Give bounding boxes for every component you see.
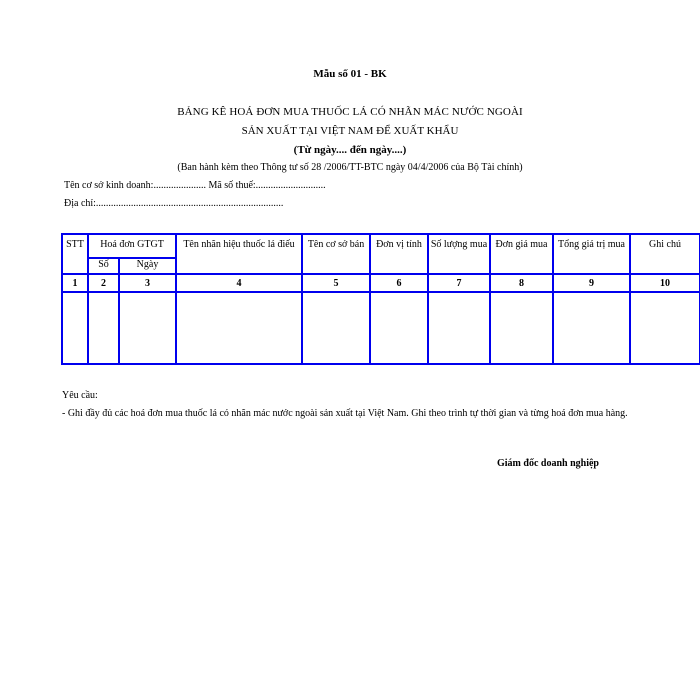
table-header-row	[62, 234, 700, 258]
header-invoice-group: Hoá đơn GTGT	[88, 234, 176, 258]
empty-data-row	[62, 292, 700, 364]
header-brand-name: Tên nhãn hiệu thuốc lá điếu	[176, 234, 302, 274]
column-number: 7	[428, 274, 490, 292]
column-number: 3	[119, 274, 176, 292]
empty-cell	[370, 292, 428, 364]
signer-title: Giám đốc doanh nghiệp	[497, 458, 599, 469]
column-number: 5	[302, 274, 370, 292]
document-title-line-2: SẢN XUẤT TẠI VIỆT NAM ĐỂ XUẤT KHẨU	[241, 125, 459, 137]
empty-cell	[302, 292, 370, 364]
header-invoice-number: Số	[88, 258, 119, 274]
empty-cell	[490, 292, 553, 364]
address-line: Địa chỉ:...........................................................................	[64, 198, 284, 209]
empty-cell	[176, 292, 302, 364]
document-title-line-1: BẢNG KÊ HOÁ ĐƠN MUA THUỐC LÁ CÓ NHÃN MÁC NƯỚC NGOÀI	[177, 106, 523, 118]
column-number: 10	[630, 274, 700, 292]
header-note: Ghi chú	[630, 234, 700, 274]
empty-cell	[88, 292, 119, 364]
column-number: 1	[62, 274, 88, 292]
header-quantity: Số lượng mua	[428, 234, 490, 274]
header-seller-name: Tên cơ sở bán	[302, 234, 370, 274]
column-number-row	[62, 274, 700, 292]
form-code: Mẫu số 01 - BK	[313, 68, 387, 80]
requirements-text: - Ghi đầy đủ các hoá đơn mua thuốc lá có nhãn mác nước ngoài sản xuất tại Việt Nam. Ghi theo trình tự thời gian và từng hoá đơn mua hàng.	[62, 408, 628, 419]
invoice-ledger-table	[61, 233, 700, 365]
header-unit-price: Đơn giá mua	[490, 234, 553, 274]
date-range: (Từ ngày.... đến ngày....)	[293, 144, 407, 156]
header-stt: STT	[62, 234, 88, 274]
column-number: 8	[490, 274, 553, 292]
empty-cell	[119, 292, 176, 364]
empty-cell	[553, 292, 630, 364]
column-number: 6	[370, 274, 428, 292]
requirements-title: Yêu cầu:	[62, 390, 98, 401]
issuance-note: (Ban hành kèm theo Thông tư số 28 /2006/TT-BTC ngày 04/4/2006 của Bộ Tài chính)	[177, 162, 523, 173]
column-number: 9	[553, 274, 630, 292]
header-unit: Đơn vị tính	[370, 234, 428, 274]
header-total-value: Tổng giá trị mua	[553, 234, 630, 274]
column-number: 2	[88, 274, 119, 292]
header-invoice-date: Ngày	[119, 258, 176, 274]
column-number: 4	[176, 274, 302, 292]
business-name-tax-code-line: Tên cơ sở kinh doanh:..................... Mã số thuế:............................	[64, 180, 326, 191]
empty-cell	[630, 292, 700, 364]
empty-cell	[428, 292, 490, 364]
empty-cell	[62, 292, 88, 364]
